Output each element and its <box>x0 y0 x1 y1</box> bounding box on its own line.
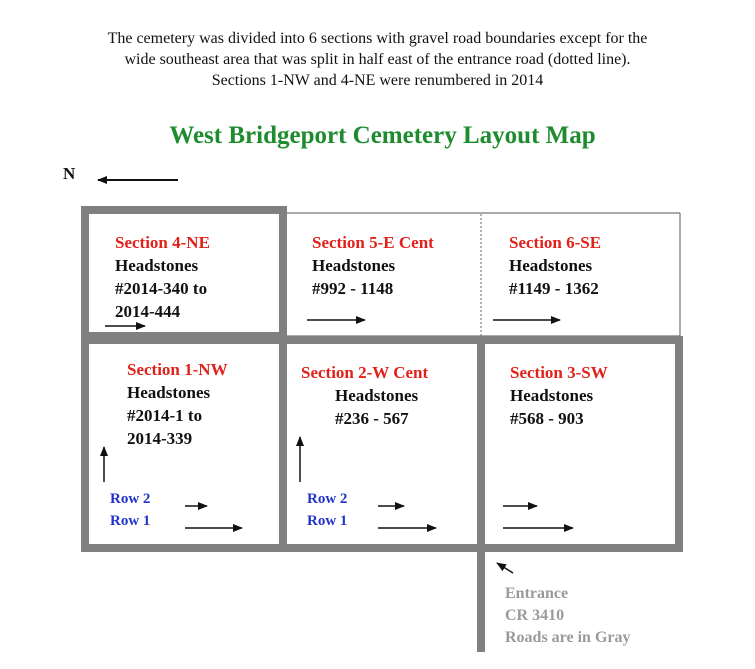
section-1-name: Section 1-NW <box>127 360 228 379</box>
section-2-name: Section 2-W Cent <box>301 363 429 382</box>
entrance-note <box>505 583 630 649</box>
section-5-e-cent <box>312 231 434 300</box>
entrance-label: Entrance <box>505 585 569 602</box>
intro-line-3: Sections 1-NW and 4-NE were renumbered in 2014 <box>211 72 544 89</box>
section-6-line1: Headstones <box>509 256 593 275</box>
section-1-line1: Headstones <box>127 383 211 402</box>
section-6-se <box>509 231 601 300</box>
north-label: N <box>63 164 76 183</box>
section-3-name: Section 3-SW <box>510 363 608 382</box>
section-1-nw <box>127 358 228 450</box>
road-name-label: CR 3410 <box>505 607 565 624</box>
entrance-pointer-arrow <box>497 563 513 573</box>
section-2-line1: Headstones <box>335 386 419 405</box>
section-1-row2-label: Row 2 <box>110 491 151 507</box>
section-4-line2: #2014-340 to <box>115 279 208 298</box>
section-3-sw <box>510 361 608 430</box>
section-4-line1: Headstones <box>115 256 199 275</box>
section-2-row1-label: Row 1 <box>307 513 348 529</box>
section-4-ne <box>115 231 210 323</box>
map-title: West Bridgeport Cemetery Layout Map <box>169 122 596 149</box>
section-6-name: Section 6-SE <box>509 233 602 252</box>
section-1-row1-label: Row 1 <box>110 513 151 529</box>
section-5-line2: #992 - 1148 <box>312 279 394 298</box>
section-4-name: Section 4-NE <box>115 233 210 252</box>
intro-line-2: wide southeast area that was split in half east of the entrance road (dotted line). <box>124 51 631 68</box>
section-2-line2: #236 - 567 <box>335 409 409 428</box>
section-3-line2: #568 - 903 <box>510 409 584 428</box>
roads-legend-label: Roads are in Gray <box>505 629 631 646</box>
section-5-line1: Headstones <box>312 256 396 275</box>
section-4-line3: 2014-444 <box>115 302 181 321</box>
section-2-row2-label: Row 2 <box>307 491 348 507</box>
section-3-line1: Headstones <box>510 386 594 405</box>
section-1-line3: 2014-339 <box>127 429 193 448</box>
section-2-w-cent <box>301 361 428 430</box>
section-1-line2: #2014-1 to <box>127 406 203 425</box>
section-6-line2: #1149 - 1362 <box>509 279 599 298</box>
intro-line-1: The cemetery was divided into 6 sections with gravel road boundaries except for the <box>107 30 648 47</box>
section-5-name: Section 5-E Cent <box>312 233 434 252</box>
